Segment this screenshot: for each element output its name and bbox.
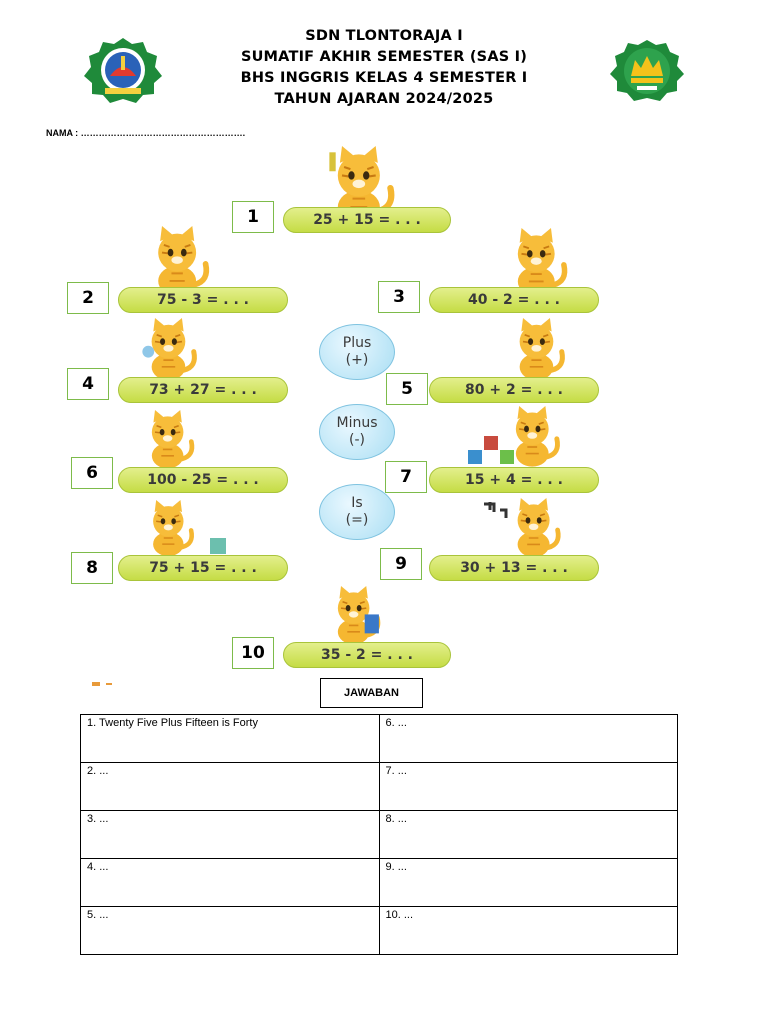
question-number-7: 7 (385, 461, 427, 493)
question-number-5: 5 (386, 373, 428, 405)
jawaban-label: JAWABAN (320, 678, 423, 708)
question-expression-3: 40 - 2 = . . . (429, 287, 599, 313)
cat-illustration-6 (135, 410, 205, 470)
document-header (0, 26, 768, 110)
is-word: Is (351, 495, 363, 511)
subject-title: BHS INGGRIS KELAS 4 SEMESTER I (240, 70, 528, 86)
plus-word: Plus (342, 335, 372, 351)
cat-illustration-5 (505, 318, 573, 382)
plus-bubble (319, 324, 395, 380)
school-name: SDN TLONTORAJA I (305, 28, 463, 44)
table-row (81, 763, 678, 811)
question-expression-9: 30 + 13 = . . . (429, 555, 599, 581)
academic-year: TAHUN AJARAN 2024/2025 (274, 91, 494, 107)
answer-cell-4[interactable]: 4. ... (81, 859, 380, 907)
answer-cell-6[interactable]: 6. ... (379, 715, 678, 763)
cat-illustration-8 (134, 500, 234, 558)
cat-illustration-7 (462, 406, 580, 468)
answer-cell-9[interactable]: 9. ... (379, 859, 678, 907)
decor-mark (92, 680, 116, 688)
question-expression-4: 73 + 27 = . . . (118, 377, 288, 403)
question-number-3: 3 (378, 281, 420, 313)
plus-symbol: (+) (345, 352, 369, 368)
answer-table (80, 714, 678, 955)
table-row (81, 715, 678, 763)
question-expression-1: 25 + 15 = . . . (283, 207, 451, 233)
question-expression-10: 35 - 2 = . . . (283, 642, 451, 668)
question-number-9: 9 (380, 548, 422, 580)
question-expression-7: 15 + 4 = . . . (429, 467, 599, 493)
question-expression-6: 100 - 25 = . . . (118, 467, 288, 493)
table-row (81, 811, 678, 859)
table-row (81, 859, 678, 907)
answer-cell-8[interactable]: 8. ... (379, 811, 678, 859)
answer-cell-2[interactable]: 2. ... (81, 763, 380, 811)
answer-cell-1[interactable]: 1. Twenty Five Plus Fifteen is Forty (81, 715, 380, 763)
cat-illustration-10 (320, 586, 392, 646)
minus-symbol: (-) (349, 432, 365, 448)
question-number-2: 2 (67, 282, 109, 314)
answer-cell-3[interactable]: 3. ... (81, 811, 380, 859)
question-expression-2: 75 - 3 = . . . (118, 287, 288, 313)
question-number-10: 10 (232, 637, 274, 669)
nama-field[interactable]: NAMA : ………………………………………………. (46, 128, 246, 138)
question-expression-5: 80 + 2 = . . . (429, 377, 599, 403)
minus-bubble (319, 404, 395, 460)
cat-illustration-9 (480, 498, 570, 560)
question-number-8: 8 (71, 552, 113, 584)
minus-word: Minus (336, 415, 378, 431)
question-number-1: 1 (232, 201, 274, 233)
table-row (81, 907, 678, 955)
answer-cell-7[interactable]: 7. ... (379, 763, 678, 811)
answer-cell-5[interactable]: 5. ... (81, 907, 380, 955)
cat-illustration-4 (135, 318, 207, 382)
is-bubble (319, 484, 395, 540)
question-number-6: 6 (71, 457, 113, 489)
question-expression-8: 75 + 15 = . . . (118, 555, 288, 581)
is-symbol: (=) (345, 512, 369, 528)
exam-title: SUMATIF AKHIR SEMESTER (SAS I) (240, 49, 528, 65)
answer-cell-10[interactable]: 10. ... (379, 907, 678, 955)
question-number-4: 4 (67, 368, 109, 400)
